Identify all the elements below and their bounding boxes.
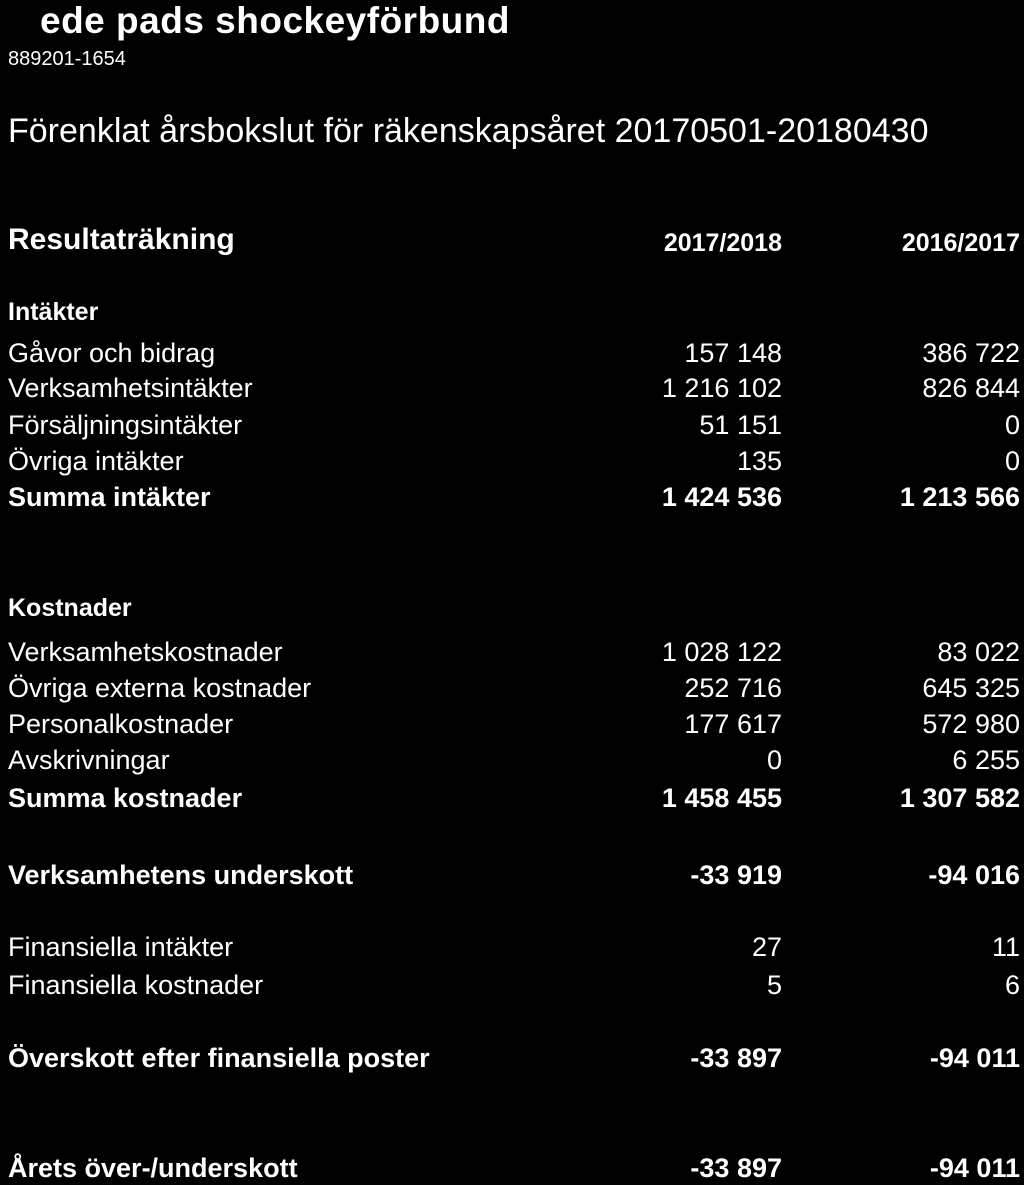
income-row-previous: 826 844	[922, 373, 1020, 403]
after-financial-label: Överskott efter finansiella poster	[8, 1043, 430, 1073]
cost-row-current: 1 028 122	[661, 637, 782, 667]
income-row-previous: 0	[1004, 410, 1020, 440]
income-row-current: 135	[736, 446, 782, 476]
year-result-label: Årets över-/underskott	[8, 1153, 298, 1183]
income-total-previous: 1 213 566	[899, 482, 1020, 512]
cost-row-label: Personalkostnader	[8, 709, 234, 739]
cost-row-label: Verksamhetskostnader	[8, 637, 283, 667]
organization-number: 889201-1654	[8, 48, 126, 70]
after-financial-previous: -94 011	[929, 1043, 1020, 1073]
operating-result-current: -33 919	[690, 860, 782, 890]
financial-row-previous: 6	[1004, 970, 1020, 1000]
income-total-current: 1 424 536	[661, 482, 782, 512]
cost-row-current: 177 617	[684, 709, 782, 739]
cost-row-previous: 645 325	[922, 673, 1020, 703]
costs-total-previous: 1 307 582	[899, 783, 1020, 813]
document-title: Förenklat årsbokslut för räkenskapsåret 20170501-20180430	[8, 112, 929, 150]
operating-result-previous: -94 016	[928, 860, 1020, 890]
income-row-current: 157 148	[684, 338, 782, 368]
financial-row-label: Finansiella kostnader	[8, 970, 264, 1000]
financial-row-previous: 11	[991, 932, 1020, 962]
income-row-label: Gåvor och bidrag	[8, 338, 216, 368]
income-row-label: Verksamhetsintäkter	[8, 373, 253, 403]
cost-row-current: 0	[766, 745, 782, 775]
cost-row-label: Avskrivningar	[8, 745, 170, 775]
column-header-previous-year: 2016/2017	[901, 229, 1020, 257]
year-result-previous: -94 011	[929, 1153, 1020, 1183]
cost-row-previous: 83 022	[937, 637, 1020, 667]
costs-total-current: 1 458 455	[661, 783, 782, 813]
cost-row-current: 252 716	[684, 673, 782, 703]
income-total-label: Summa intäkter	[8, 482, 211, 512]
after-financial-current: -33 897	[690, 1043, 782, 1073]
cost-row-label: Övriga externa kostnader	[8, 673, 312, 703]
income-row-current: 1 216 102	[661, 373, 782, 403]
operating-result-label: Verksamhetens underskott	[8, 860, 354, 890]
column-header-current-year: 2017/2018	[663, 229, 782, 257]
costs-total-label: Summa kostnader	[8, 783, 243, 813]
cost-row-previous: 572 980	[922, 709, 1020, 739]
income-row-label: Försäljningsintäkter	[8, 410, 243, 440]
statement-title: Resultaträkning	[8, 223, 235, 256]
income-heading: Intäkter	[8, 298, 99, 326]
year-result-current: -33 897	[690, 1153, 782, 1183]
costs-heading: Kostnader	[8, 594, 132, 622]
income-row-current: 51 151	[699, 410, 782, 440]
financial-row-current: 5	[766, 970, 782, 1000]
organization-name: ede pads shockeyförbund	[40, 0, 510, 41]
cost-row-previous: 6 255	[952, 745, 1020, 775]
financial-row-label: Finansiella intäkter	[8, 932, 234, 962]
income-row-previous: 0	[1004, 446, 1020, 476]
income-row-previous: 386 722	[922, 338, 1020, 368]
financial-row-current: 27	[751, 932, 782, 962]
income-row-label: Övriga intäkter	[8, 446, 184, 476]
